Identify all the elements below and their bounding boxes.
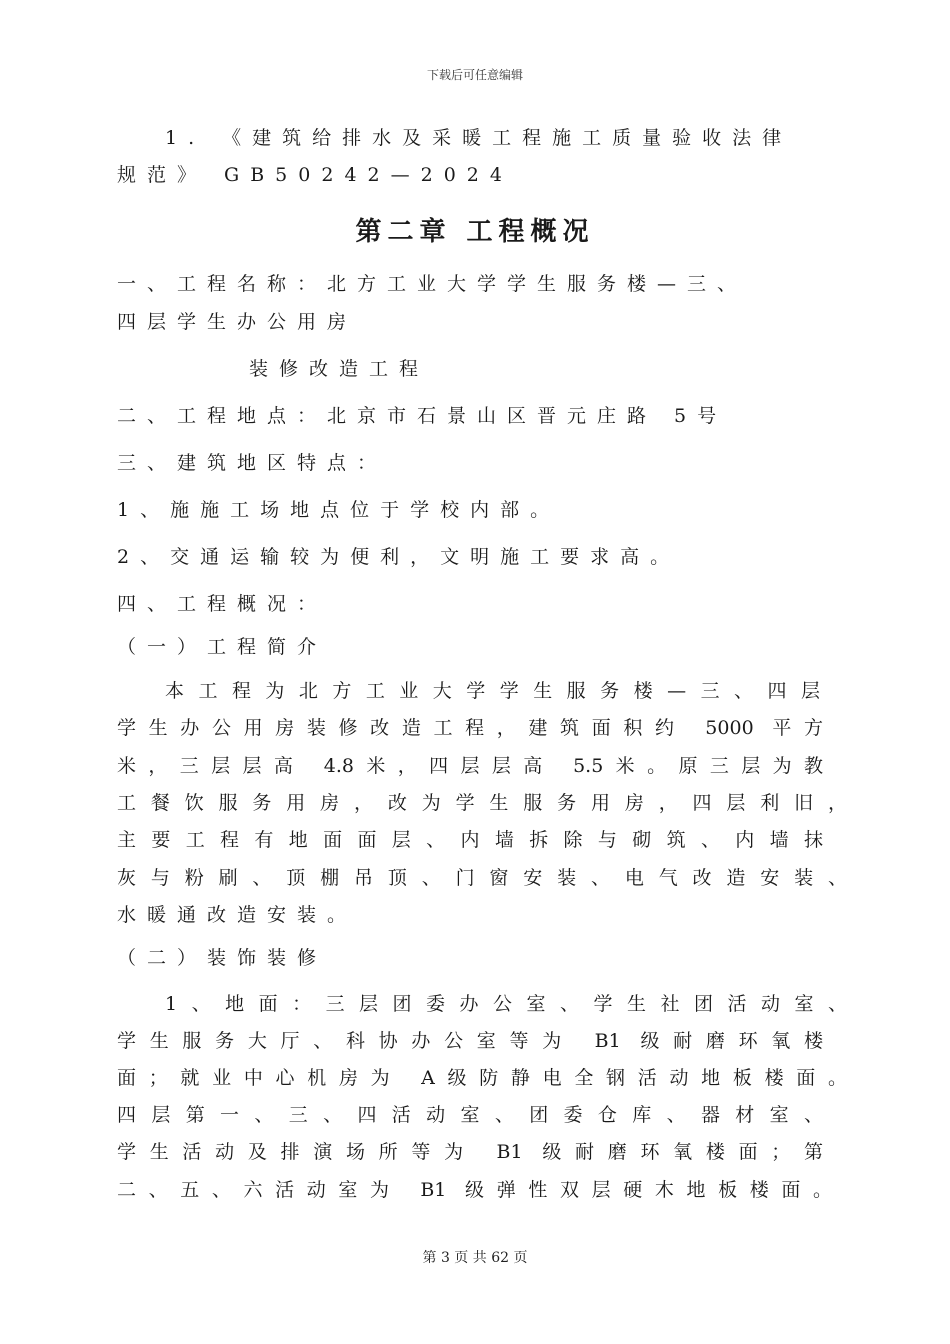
chapter-title: 第二章 工程概况 [355,217,595,247]
intro-line-3: 米，三层层高 4.8米，四层层高 5.5米。原三层为教 [117,755,823,777]
intro-line-7: 水暖通改造安装。 [117,904,358,926]
intro-line-6: 灰与粉刷、顶棚吊顶、门窗安装、电气改造安装、 [117,867,847,889]
decoration-line-4: 四层第一、三、四活动室、团委仓库、器材室、 [117,1104,823,1126]
decoration-line-2: 学生服务大厅、科协办公室等为 B1 级耐磨环氧楼 [117,1030,823,1052]
reference-line-1b: 规范》 GB50242—2024 [117,164,513,186]
decoration-heading: （二）装饰装修 [117,947,328,969]
page-footer: 第 3 页 共 62 页 [422,1250,528,1266]
intro-line-2: 学生办公用房装修改造工程，建筑面积约 5000 平方 [117,717,823,739]
region-heading: 三、建筑地区特点： [117,452,388,474]
region-item-1: 1、施施工场地点位于学校内部。 [117,499,561,521]
project-name-line-a: 一、工程名称：北方工业大学学生服务楼—三、 [117,273,748,295]
project-location: 二、工程地点：北京市石景山区晋元庄路 5号 [117,405,728,427]
decoration-line-3: 面；就业中心机房为 A级防静电全钢活动地板楼面。 [117,1067,847,1089]
reference-line-1a: 1. 《建筑给排水及采暖工程施工质量验收法律 [165,127,793,149]
decoration-line-5: 学生活动及排演场所等为 B1 级耐磨环氧楼面；第 [117,1141,823,1163]
decoration-line-6: 二、五、六活动室为 B1 级弹性双层硬木地板楼面。 [117,1179,832,1201]
intro-line-1: 本工程为北方工业大学学生服务楼—三、四层 [165,680,820,702]
decoration-line-1: 1、地面：三层团委办公室、学生社团活动室、 [165,993,847,1015]
intro-line-4: 工餐饮服务用房，改为学生服务用房，四层利旧， [117,792,847,814]
project-name-line-c: 装修改造工程 [249,358,430,380]
page-header: 下载后可任意编辑 [426,68,523,82]
region-item-2: 2、交通运输较为便利，文明施工要求高。 [117,546,681,568]
intro-heading: （一）工程简介 [117,636,328,658]
project-name-line-b: 四层学生办公用房 [117,311,358,333]
overview-heading: 四、工程概况： [117,593,328,615]
intro-line-5: 主要工程有地面面层、内墙拆除与砌筑、内墙抹 [117,829,823,851]
